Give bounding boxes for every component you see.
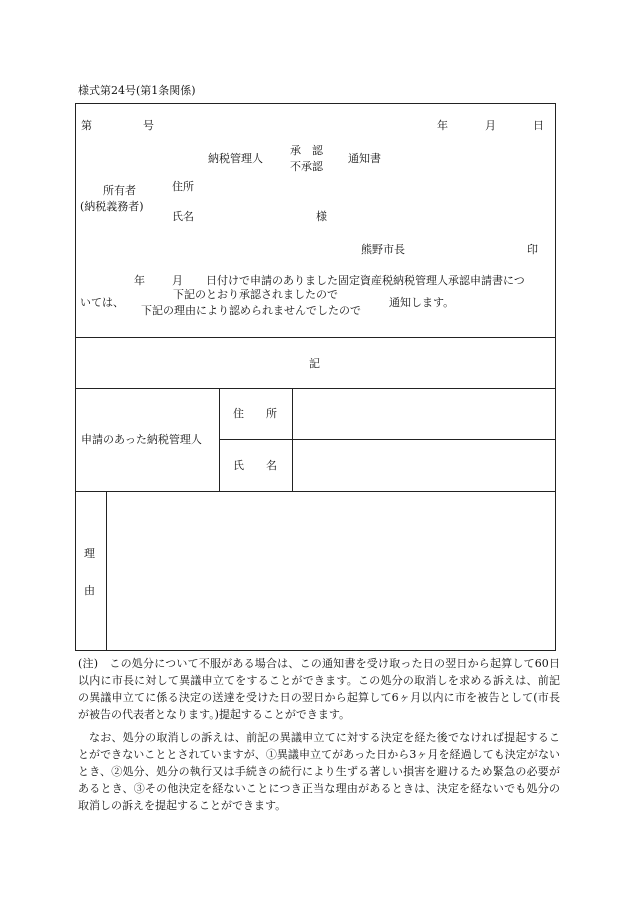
divider-ki-top (75, 337, 556, 338)
owner-name-label: 氏名 (172, 210, 194, 223)
body-option-approve: 下記のとおり承認されましたので (173, 288, 338, 301)
title-notice: 通知書 (348, 152, 381, 165)
number-prefix: 第 (81, 119, 92, 132)
date-year: 年 (437, 119, 448, 132)
applicant-address-label: 住 所 (233, 407, 277, 420)
body-option-reject: 下記の理由により認められませんでしたので (141, 304, 361, 317)
reason-label-1: 理 (84, 547, 95, 560)
title-agent: 納税管理人 (208, 152, 263, 165)
divider-applicant-label (219, 388, 220, 491)
date-month: 月 (485, 119, 496, 132)
body-month: 月 (172, 274, 183, 287)
seal-mark: 印 (527, 243, 538, 256)
body-line1: 日付けで申請のありました固定資産税納税管理人承認申請書につ (206, 274, 525, 287)
applicant-address-field[interactable] (293, 389, 555, 439)
applicant-name-label: 氏 名 (233, 459, 277, 472)
note-paragraph-2: なお、処分の取消しの訴えは、前記の異議申立てに対する決定を経た後でなければ提起することができないこととされていますが、①異議申立てがあった日から3ヶ月を経過しても決定がないとき、②処分、処分の執行又は手続きの続行により生ずる著しい損害を避けるため緊急の必要があるとき、③その他決定を経ないことにつき正当な理由があるときは、決定を経ないでも処分の取消しの訴えを提起することができます。 (78, 731, 560, 812)
owner-label-sub: (納税義務者) (80, 200, 144, 213)
body-line2-tail: 通知します。 (389, 296, 455, 309)
owner-address-label: 住所 (172, 180, 194, 193)
title-approve: 承 認 (290, 144, 323, 157)
reason-label-2: 由 (84, 584, 95, 597)
owner-label: 所有者 (103, 184, 136, 197)
form-label: 様式第24号(第1条関係) (78, 84, 196, 97)
body-year: 年 (134, 274, 145, 287)
ki-heading: 記 (309, 357, 320, 370)
applicant-label: 申請のあった納税管理人 (81, 433, 202, 446)
note-paragraph-1: (注) この処分について不服がある場合は、この通知書を受け取った日の翌日から起算して60日以内に市長に対して異議申立てをすることができます。この処分の取消しを求める訴えは、前記の異議申立てに係る決定の送達を受けた日の翌日から起算して6ヶ月以内に市を被告として(市長が被告の代表者となります。)提起することができます。 (78, 657, 560, 721)
title-disapprove: 不承認 (290, 160, 323, 173)
owner-honorific: 様 (316, 210, 327, 223)
mayor-title: 熊野市長 (361, 243, 405, 256)
body-line2-lead: いては、 (80, 296, 124, 309)
reason-field[interactable] (107, 492, 555, 650)
applicant-name-field[interactable] (293, 440, 555, 490)
date-day: 日 (533, 119, 544, 132)
number-suffix: 号 (143, 119, 154, 132)
